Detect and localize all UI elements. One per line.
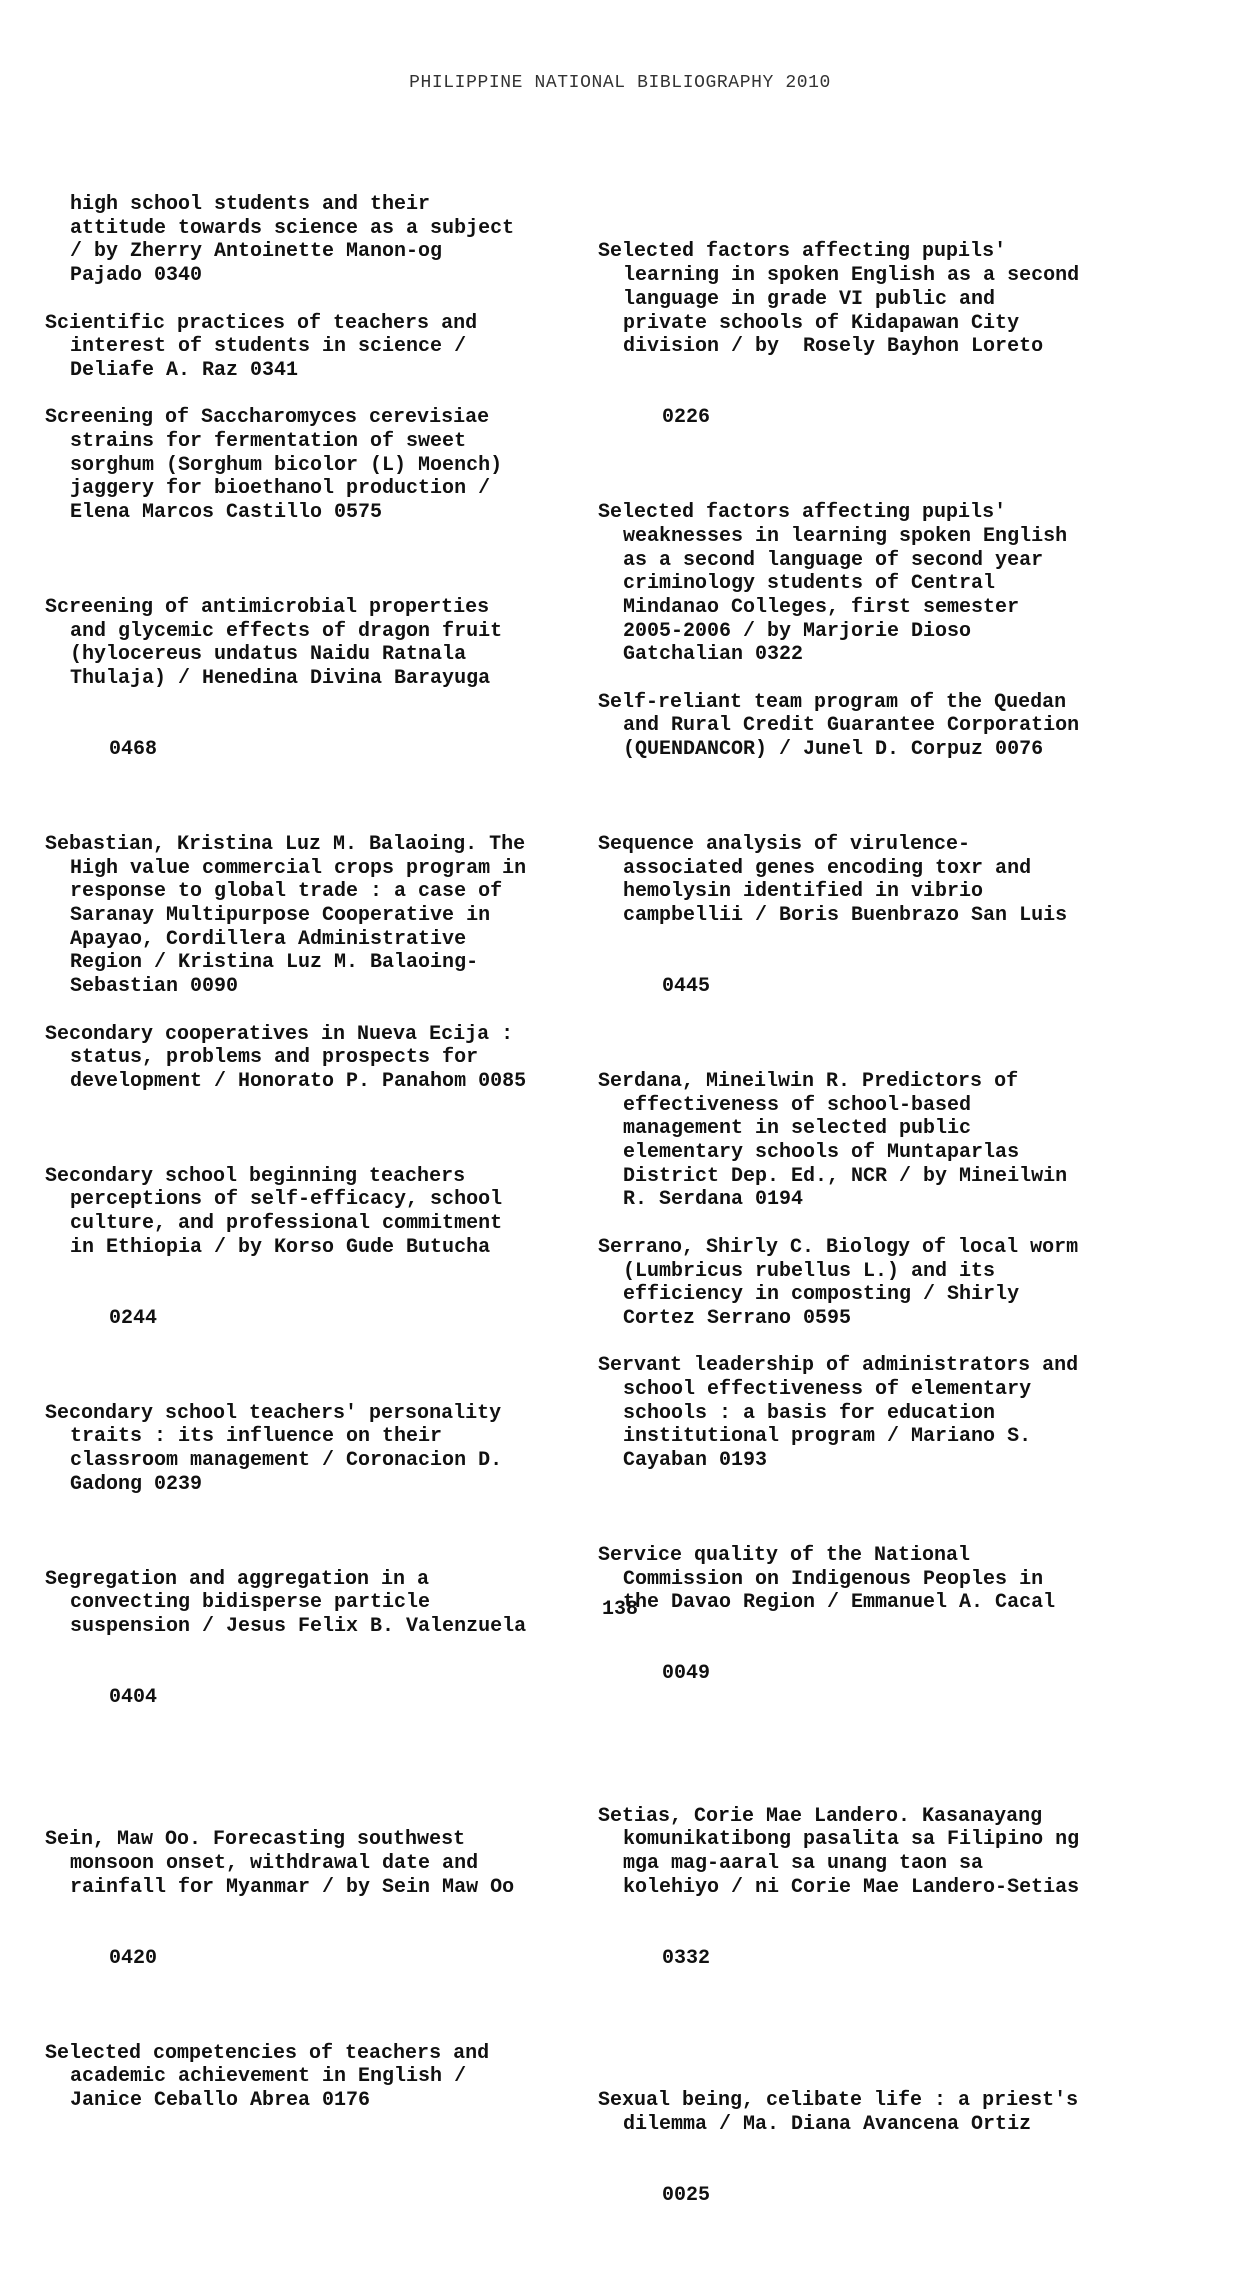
entry-number: 0420 bbox=[109, 1946, 158, 1970]
running-header: PHILIPPINE NATIONAL BIBLIOGRAPHY 2010 bbox=[409, 73, 831, 93]
bibliography-entry bbox=[598, 786, 1158, 1047]
bibliography-entry: Sebastian, Kristina Luz M. Balaoing. The High value commercial crops program in response to global trade : a case of Saranay Multipurpose Cooperative in Apayao, Cordillera Administrative Region / Kristina Luz M. Balaoing- Sebastian 0090 bbox=[45, 832, 527, 999]
entry-number: 0049 bbox=[662, 1662, 711, 1686]
bibliography-entry: Screening of Saccharomyces cerevisiae strains for fermentation of sweet sorghum (Sorghum bicolor (L) Moench) jaggery for bioethanol production / Elena Marcos Castillo 0575 bbox=[45, 406, 503, 525]
bibliography-entry bbox=[45, 1520, 575, 1757]
entry-number: 0226 bbox=[662, 406, 711, 430]
bibliography-entry: Self-reliant team program of the Quedan and Rural Credit Guarantee Corporation (QUENDANCOR) / Junel D. Corpuz 0076 bbox=[598, 690, 1080, 762]
entry-text: Sexual being, celibate life : a priest's dilemma / Ma. Diana Avancena Ortiz bbox=[598, 2089, 1079, 2136]
bibliography-entry: Serdana, Mineilwin R. Predictors of effectiveness of school-based management in selected public elementary schools of Muntaparlas District Dep. Ed., NCR / by Mineilwin R. Serdana 0194 bbox=[598, 1069, 1068, 1212]
bibliography-entry bbox=[45, 549, 575, 810]
bibliography-entry: Selected competencies of teachers and academic achievement in English / Janice Ceballo Abrea 0176 bbox=[45, 2041, 490, 2113]
entry-text: Setias, Corie Mae Landero. Kasanayang komunikatibong pasalita sa Filipino ng mga mag-aaral sa unang taon sa kolehiyo / ni Corie Mae Landero-Setias bbox=[598, 1804, 1080, 1899]
entry-text: Secondary school beginning teachers perceptions of self-efficacy, school culture, and professional commitment in Ethiopia / by Korso Gude Butucha bbox=[45, 1164, 503, 1259]
bibliography-entry bbox=[45, 1117, 575, 1378]
bibliography-entry bbox=[598, 193, 1158, 477]
entry-text: Sein, Maw Oo. Forecasting southwest monsoon onset, withdrawal date and rainfall for Myanmar / by Sein Maw Oo bbox=[45, 1828, 515, 1899]
bibliography-entry: Secondary cooperatives in Nueva Ecija : status, problems and prospects for development / Honorato P. Panahom 0085 bbox=[45, 1022, 527, 1093]
left-column bbox=[45, 193, 575, 2136]
entry-number: 0404 bbox=[109, 1686, 158, 1710]
bibliography-entry: Serrano, Shirly C. Biology of local worm (Lumbricus rubellus L.) and its efficiency in composting / Shirly Cortez Serrano 0595 bbox=[598, 1235, 1079, 1330]
bibliography-entry: Secondary school teachers' personality traits : its influence on their classroom management / Coronacion D. Gadong 0239 bbox=[45, 1401, 503, 1496]
bibliography-entry: Selected factors affecting pupils' weaknesses in learning spoken English as a second language of second year criminology students of Central Mindanao Colleges, first semester 2005-2006 / by Marjorie Dioso Gatchalian 0322 bbox=[598, 501, 1068, 667]
entry-text: Segregation and aggregation in a convecting bidisperse particle suspension / Jesus Felix B. Valenzuela bbox=[45, 1567, 527, 1639]
right-column bbox=[598, 193, 1158, 2279]
bibliography-entry bbox=[598, 2042, 1158, 2255]
entry-number: 0332 bbox=[662, 1946, 711, 1970]
entry-number: 0468 bbox=[109, 738, 158, 762]
entry-text: Service quality of the National Commission on Indigenous Peoples in the Davao Region / Emmanuel A. Cacal bbox=[598, 1543, 1056, 1615]
entry-text: Sequence analysis of virulence- associated genes encoding toxr and hemolysin identified in vibrio campbellii / Boris Buenbrazo San Luis bbox=[598, 832, 1068, 928]
page-number: 138 bbox=[601, 1598, 638, 1621]
bibliography-entry: high school students and their attitude towards science as a subject / by Zherry Antoinette Manon-og Pajado 0340 bbox=[70, 193, 515, 288]
entry-number: 0244 bbox=[109, 1306, 158, 1330]
entry-text: Selected factors affecting pupils' learning in spoken English as a second language in grade VI public and private schools of Kidapawan City division / by Rosely Bayhon Loreto bbox=[598, 240, 1080, 359]
entry-number: 0445 bbox=[662, 975, 711, 999]
bibliography-entry bbox=[598, 1757, 1158, 2018]
bibliography-entry: Servant leadership of administrators and school effectiveness of elementary schools : a basis for education institutional program / Mariano S. Cayaban 0193 bbox=[598, 1354, 1079, 1473]
bibliography-entry bbox=[45, 1781, 575, 2018]
bibliography-entry: Scientific practices of teachers and interest of students in science / Deliafe A. Raz 0341 bbox=[45, 311, 478, 382]
entry-text: Screening of antimicrobial properties and glycemic effects of dragon fruit (hylocereus undatus Naidu Ratnala Thulaja) / Henedina Divina Barayuga bbox=[45, 595, 503, 691]
entry-number: 0025 bbox=[662, 2183, 711, 2207]
